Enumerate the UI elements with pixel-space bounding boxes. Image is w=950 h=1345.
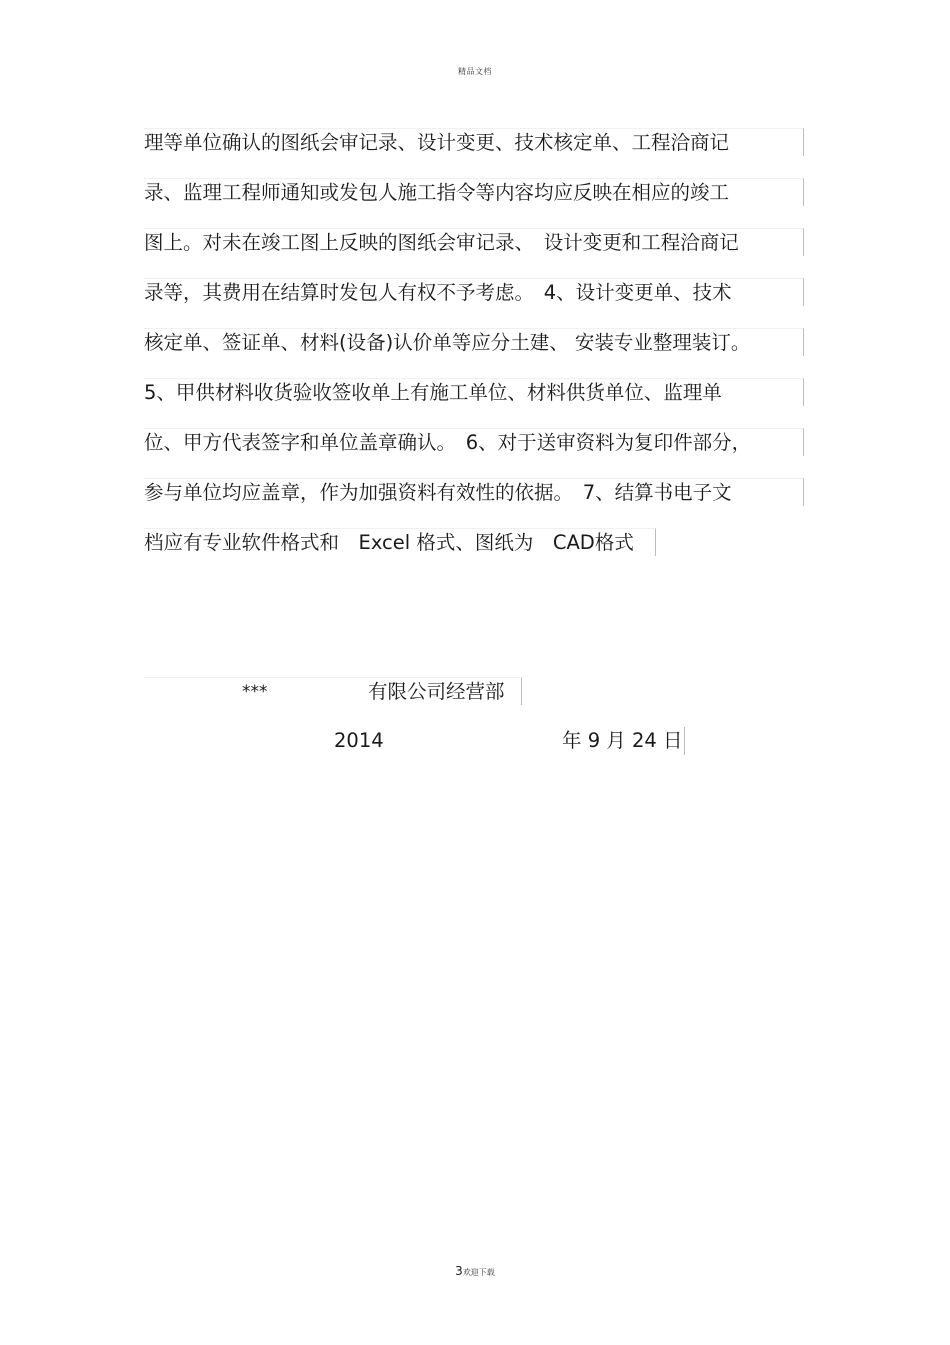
body-line-1: 理等单位确认的图纸会审记录、设计变更、技术核定单、工程洽商记 — [144, 128, 804, 156]
body-line-3: 图上。对未在竣工图上反映的图纸会审记录、 设计变更和工程洽商记 — [144, 228, 804, 256]
body-line-2: 录、监理工程师通知或发包人施工指令等内容均应反映在相应的竣工 — [144, 178, 804, 206]
body-line-9: 档应有专业软件格式和 Excel 格式、图纸为 CAD格式 — [144, 528, 656, 556]
page-number: 3 — [455, 1264, 463, 1278]
body-line-7: 位、甲方代表签字和单位盖章确认。 6、对于送审资料为复印件部分， — [144, 428, 804, 456]
body-line-8: 参与单位均应盖章，作为加强资料有效性的依据。 7、结算书电子文 — [144, 478, 804, 506]
footer-text: 欢迎下载 — [462, 1268, 495, 1277]
signature-line — [144, 677, 522, 705]
body-line-6: 5、甲供材料收货验收签收单上有施工单位、材料供货单位、监理单 — [144, 378, 804, 406]
date-line — [144, 727, 685, 755]
body-line-4: 录等，其费用在结算时发包人有权不予考虑。 4、设计变更单、技术 — [144, 278, 804, 306]
date-year: 2014 — [334, 729, 384, 752]
body-line-5: 核定单、签证单、材料(设备)认价单等应分土建、 安装专业整理装订。 — [144, 328, 804, 356]
signature-stars: *** — [242, 682, 268, 702]
date-month-day: 年 9 月 24 日 — [562, 729, 683, 752]
signature-company: 有限公司经营部 — [368, 680, 505, 703]
header-mark: 精品文档 — [458, 67, 492, 76]
page-footer — [0, 1260, 950, 1279]
